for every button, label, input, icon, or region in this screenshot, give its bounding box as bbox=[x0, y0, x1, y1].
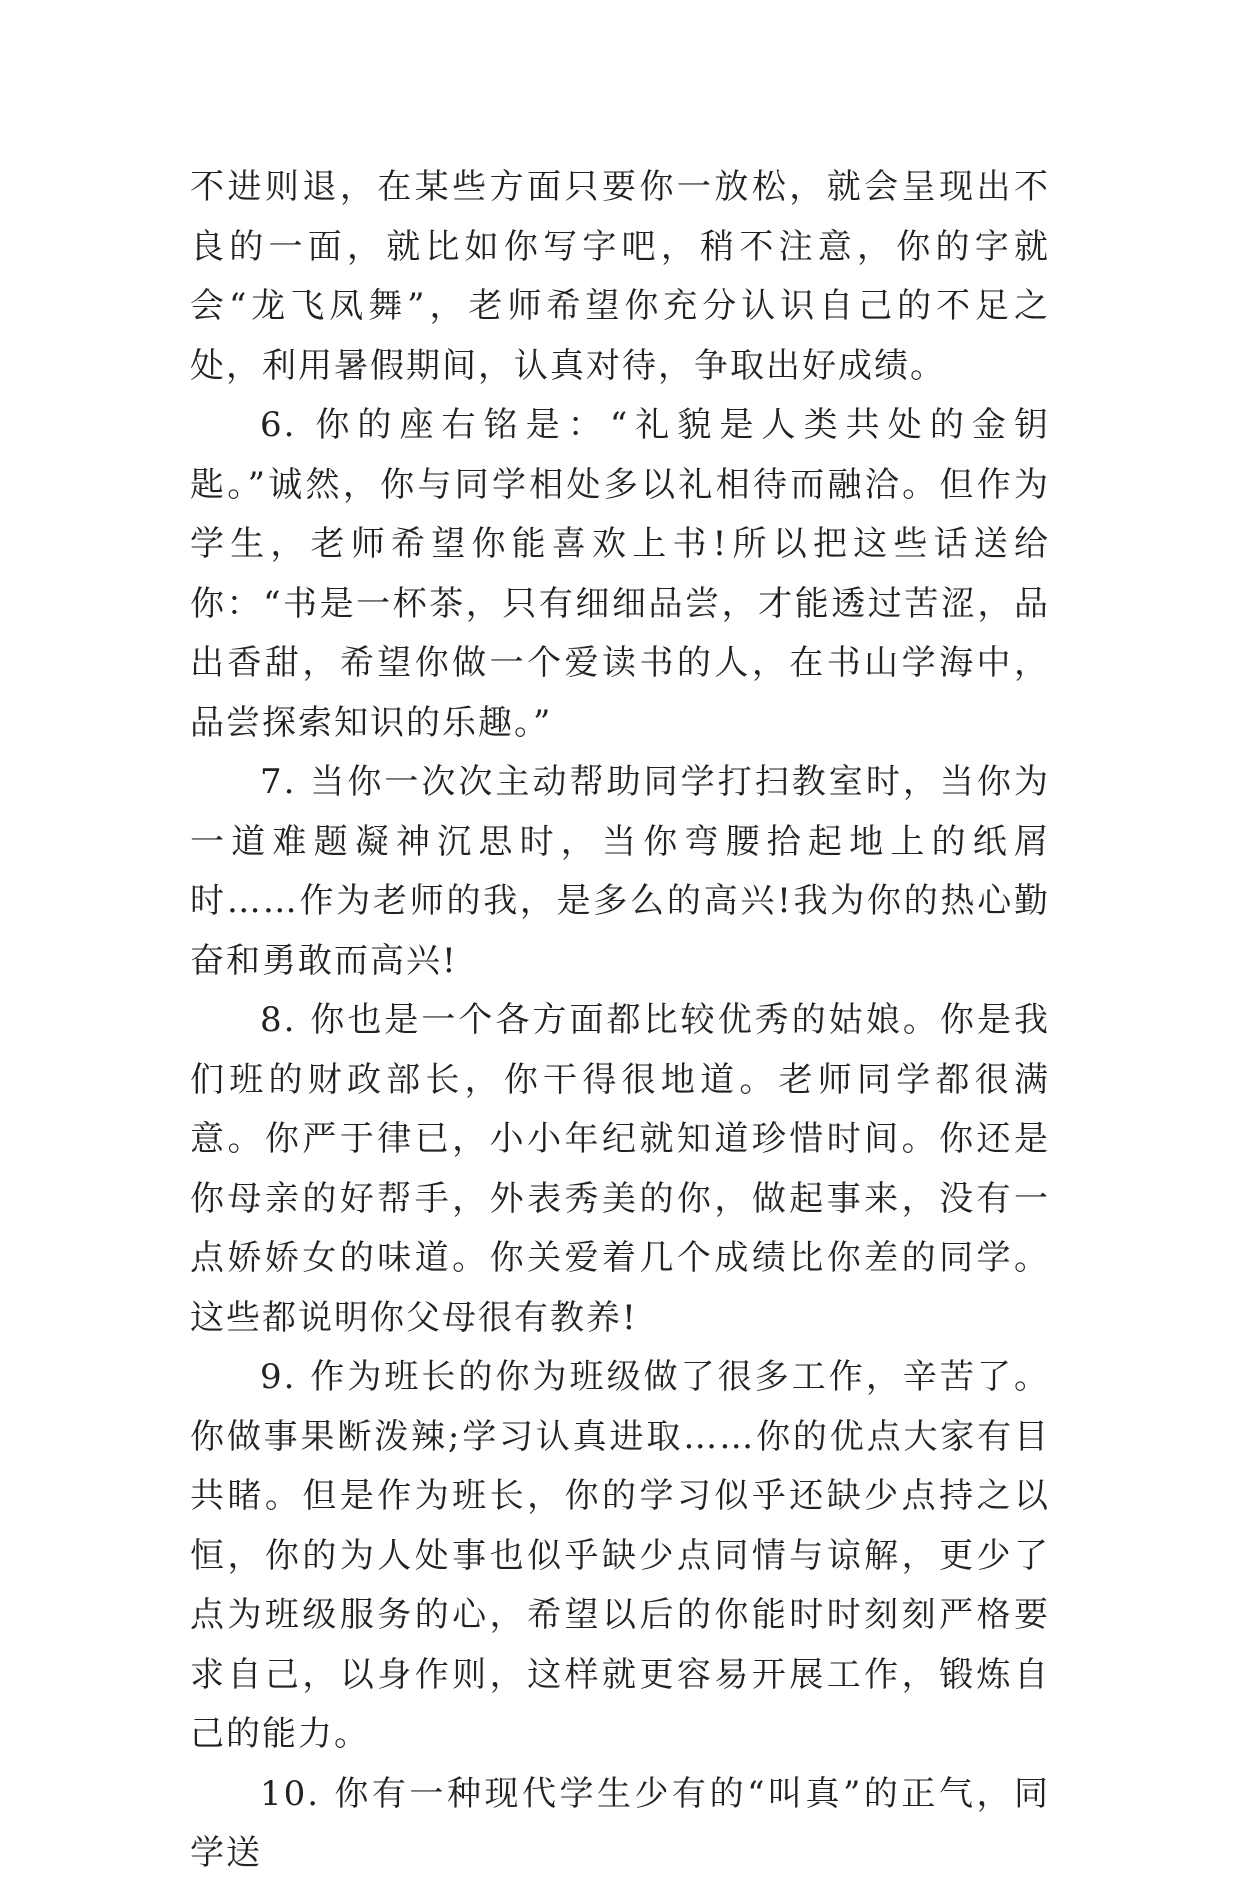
paragraph-item-6: 6. 你的座右铭是：“礼貌是人类共处的金钥匙。”诚然，你与同学相处多以礼相待而融洽。但作为学生，老师希望你能喜欢上书!所以把这些话送给你：“书是一杯茶，只有细细品尝，才能透过苦涩，品出香甜，希望你做一个爱读书的人，在书山学海中，品尝探索知识的乐趣。” bbox=[190, 405, 1050, 743]
paragraph-continuation: 不进则退，在某些方面只要你一放松，就会呈现出不良的一面，就比如你写字吧，稍不注意，你的字就会“龙飞凤舞”，老师希望你充分认识自己的不足之处，利用暑假期间，认真对待，争取出好成绩。 bbox=[190, 167, 1050, 386]
paragraph-item-9: 9. 作为班长的你为班级做了很多工作，辛苦了。你做事果断泼辣;学习认真进取……你的优点大家有目共睹。但是作为班长，你的学习似乎还缺少点持之以恒，你的为人处事也似乎缺少点同情与谅解，更少了点为班级服务的心，希望以后的你能时时刻刻严格要求自己，以身作则，这样就更容易开展工作，锻炼自己的能力。 bbox=[190, 1357, 1050, 1754]
document-body bbox=[190, 158, 1050, 1884]
paragraph-item-8: 8. 你也是一个各方面都比较优秀的姑娘。你是我们班的财政部长，你干得很地道。老师同学都很满意。你严于律已，小小年纪就知道珍惜时间。你还是你母亲的好帮手，外表秀美的你，做起事来，没有一点娇娇女的味道。你关爱着几个成绩比你差的同学。这些都说明你父母很有教养! bbox=[190, 1000, 1050, 1338]
paragraph-item-7: 7. 当你一次次主动帮助同学打扫教室时，当你为一道难题凝神沉思时，当你弯腰拾起地上的纸屑时……作为老师的我，是多么的高兴!我为你的热心勤奋和勇敢而高兴! bbox=[190, 762, 1050, 981]
paragraph-item-10: 10. 你有一种现代学生少有的“叫真”的正气，同学送 bbox=[190, 1773, 1050, 1873]
